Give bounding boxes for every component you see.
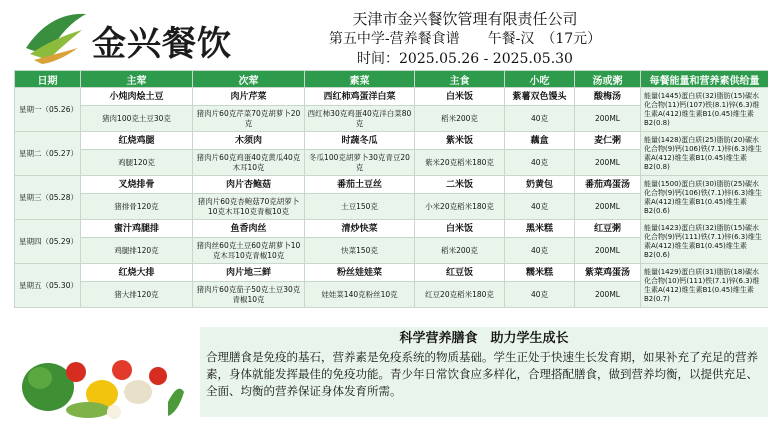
dish-cell: 小炖肉烩土豆 <box>81 88 193 106</box>
nutrition-cell: 能量(1429)蛋白质(31)脂肪(18)碳水化合物(10)钙(111)铁(7.1)锌(6.3)维生素A(412)维生素B1(0.45)维生素B2(0.7) <box>641 264 768 308</box>
quantity-cell: 稻米200克 <box>415 106 505 132</box>
company-name: 天津市金兴餐饮管理有限责任公司 <box>352 10 578 28</box>
wheat-leaf-logo-icon <box>20 8 92 66</box>
quantity-cell: 200ML <box>575 282 641 308</box>
table-row <box>15 132 768 150</box>
col-header-second-meat: 次荤 <box>193 71 305 88</box>
quantity-cell: 40克 <box>505 106 575 132</box>
quantity-cell: 稻米200克 <box>415 238 505 264</box>
dish-cell: 酸梅汤 <box>575 88 641 106</box>
quantity-cell: 200ML <box>575 106 641 132</box>
quantity-cell: 猪排骨120克 <box>81 194 193 220</box>
nutrition-cell: 能量(1500)蛋白质(30)脂肪(25)碳水化合物(9)钙(106)铁(7.1)锌(6.3)维生素A(412)维生素B1(0.45)维生素B2(0.6) <box>641 176 768 220</box>
dish-cell: 蜜汁鸡腿排 <box>81 220 193 238</box>
dish-cell: 肉片芹菜 <box>193 88 305 106</box>
quantity-cell: 娃娃菜140克粉丝10克 <box>305 282 415 308</box>
dish-cell: 白米饭 <box>415 220 505 238</box>
col-header-date: 日期 <box>15 71 81 88</box>
col-header-nutrition: 每餐能量和营养素供给量 <box>641 71 768 88</box>
quantity-cell: 猪肉片60克杏鲍菇70克胡萝卜10克木耳10克青椒10克 <box>193 194 305 220</box>
footer-text: 合理膳食是免疫的基石，营养素是免疫系统的物质基础。学生正处于快速生长发育期，如果补充了充足的营养素，身体就能发挥最佳的免疫功能。青少年日常饮食应多样化，合理搭配膳食，做到营养均衡，以提供充足、全面、均衡的营养保证身体发育所需。 <box>200 347 768 417</box>
dish-cell: 西红柿鸡蛋洋白菜 <box>305 88 415 106</box>
table-row <box>15 176 768 194</box>
quantity-cell: 40克 <box>505 150 575 176</box>
quantity-cell: 冬瓜100克胡萝卜30克青豆20克 <box>305 150 415 176</box>
dish-cell: 番茄土豆丝 <box>305 176 415 194</box>
dish-cell: 红豆饭 <box>415 264 505 282</box>
col-header-snack: 小吃 <box>505 71 575 88</box>
nutrition-cell: 能量(1423)蛋白质(32)脂肪(15)碳水化合物(9)钙(111)铁(7.1)锌(6.3)维生素A(412)维生素B1(0.45)维生素B2(0.6) <box>641 220 768 264</box>
dish-cell: 木须肉 <box>193 132 305 150</box>
dish-cell: 叉烧排骨 <box>81 176 193 194</box>
dish-cell: 紫菜鸡蛋汤 <box>575 264 641 282</box>
quantity-cell: 40克 <box>505 238 575 264</box>
quantity-cell: 200ML <box>575 238 641 264</box>
col-header-main-meat: 主荤 <box>81 71 193 88</box>
table-header-row <box>15 71 768 88</box>
quantity-cell: 鸡腿120克 <box>81 150 193 176</box>
dish-cell: 肉片杏鲍菇 <box>193 176 305 194</box>
brand-name: 金兴餐饮 <box>92 24 232 64</box>
quantity-cell: 快菜150克 <box>305 238 415 264</box>
menu-dates: 时间：2025.05.26 - 2025.05.30 <box>357 51 573 67</box>
table-row <box>15 88 768 106</box>
dish-cell: 紫米饭 <box>415 132 505 150</box>
quantity-cell: 猪大排120克 <box>81 282 193 308</box>
nutrition-cell: 能量(1445)蛋白质(32)脂肪(15)碳水化合物(11)钙(107)铁(8.1)锌(6.3)维生素A(412)维生素B1(0.45)维生素B2(0.8) <box>641 88 768 132</box>
vegetables-illustration-icon <box>18 332 188 422</box>
day-label: 星期二（05.27） <box>15 132 81 176</box>
dish-cell: 二米饭 <box>415 176 505 194</box>
footer-title: 科学营养膳食 助力学生成长 <box>200 327 768 347</box>
col-header-staple: 主食 <box>415 71 505 88</box>
dish-cell: 清炒快菜 <box>305 220 415 238</box>
dish-cell: 黑米糕 <box>505 220 575 238</box>
day-label: 星期三（05.28） <box>15 176 81 220</box>
day-label: 星期一（05.26） <box>15 88 81 132</box>
quantity-cell: 西红柿30克鸡蛋40克洋白菜80克 <box>305 106 415 132</box>
quantity-cell: 猪肉100克土豆30克 <box>81 106 193 132</box>
dish-cell: 奶黄包 <box>505 176 575 194</box>
day-label: 星期四（05.29） <box>15 220 81 264</box>
dish-cell: 麦仁粥 <box>575 132 641 150</box>
dish-cell: 紫薯双色馒头 <box>505 88 575 106</box>
dish-cell: 鱼香肉丝 <box>193 220 305 238</box>
quantity-cell: 小米20克稻米180克 <box>415 194 505 220</box>
quantity-cell: 猪肉片60克鸡蛋40克黄瓜40克木耳10克 <box>193 150 305 176</box>
dish-cell: 粉丝娃娃菜 <box>305 264 415 282</box>
table-row <box>15 264 768 282</box>
quantity-cell: 鸡腿排120克 <box>81 238 193 264</box>
dish-cell: 时蔬冬瓜 <box>305 132 415 150</box>
quantity-cell: 猪肉片60克芹菜70克胡萝卜20克 <box>193 106 305 132</box>
quantity-cell: 200ML <box>575 194 641 220</box>
quantity-cell: 40克 <box>505 282 575 308</box>
dish-cell: 番茄鸡蛋汤 <box>575 176 641 194</box>
dish-cell: 红烧大排 <box>81 264 193 282</box>
menu-table <box>14 70 768 308</box>
quantity-cell: 土豆150克 <box>305 194 415 220</box>
quantity-cell: 红豆20克稻米180克 <box>415 282 505 308</box>
dish-cell: 肉片地三鲜 <box>193 264 305 282</box>
menu-subtitle: 第五中学-营养餐食谱 午餐-汉 （17元） <box>328 31 602 47</box>
table-row <box>15 220 768 238</box>
dish-cell: 糯米糕 <box>505 264 575 282</box>
col-header-soup: 汤或粥 <box>575 71 641 88</box>
col-header-vegetable: 素菜 <box>305 71 415 88</box>
dish-cell: 红豆粥 <box>575 220 641 238</box>
quantity-cell: 40克 <box>505 194 575 220</box>
day-label: 星期五（05.30） <box>15 264 81 308</box>
quantity-cell: 200ML <box>575 150 641 176</box>
dish-cell: 藕盒 <box>505 132 575 150</box>
nutrition-cell: 能量(1428)蛋白质(25)脂肪(20)碳水化合物(9)钙(106)铁(7.1)锌(6.3)维生素A(412)维生素B1(0.45)维生素B2(0.8) <box>641 132 768 176</box>
dish-cell: 红烧鸡腿 <box>81 132 193 150</box>
quantity-cell: 猪肉丝60克土豆60克胡萝卜10克木耳10克青椒10克 <box>193 238 305 264</box>
dish-cell: 白米饭 <box>415 88 505 106</box>
quantity-cell: 紫米20克稻米180克 <box>415 150 505 176</box>
header <box>0 0 768 70</box>
quantity-cell: 猪肉片60克茄子50克土豆30克青椒10克 <box>193 282 305 308</box>
